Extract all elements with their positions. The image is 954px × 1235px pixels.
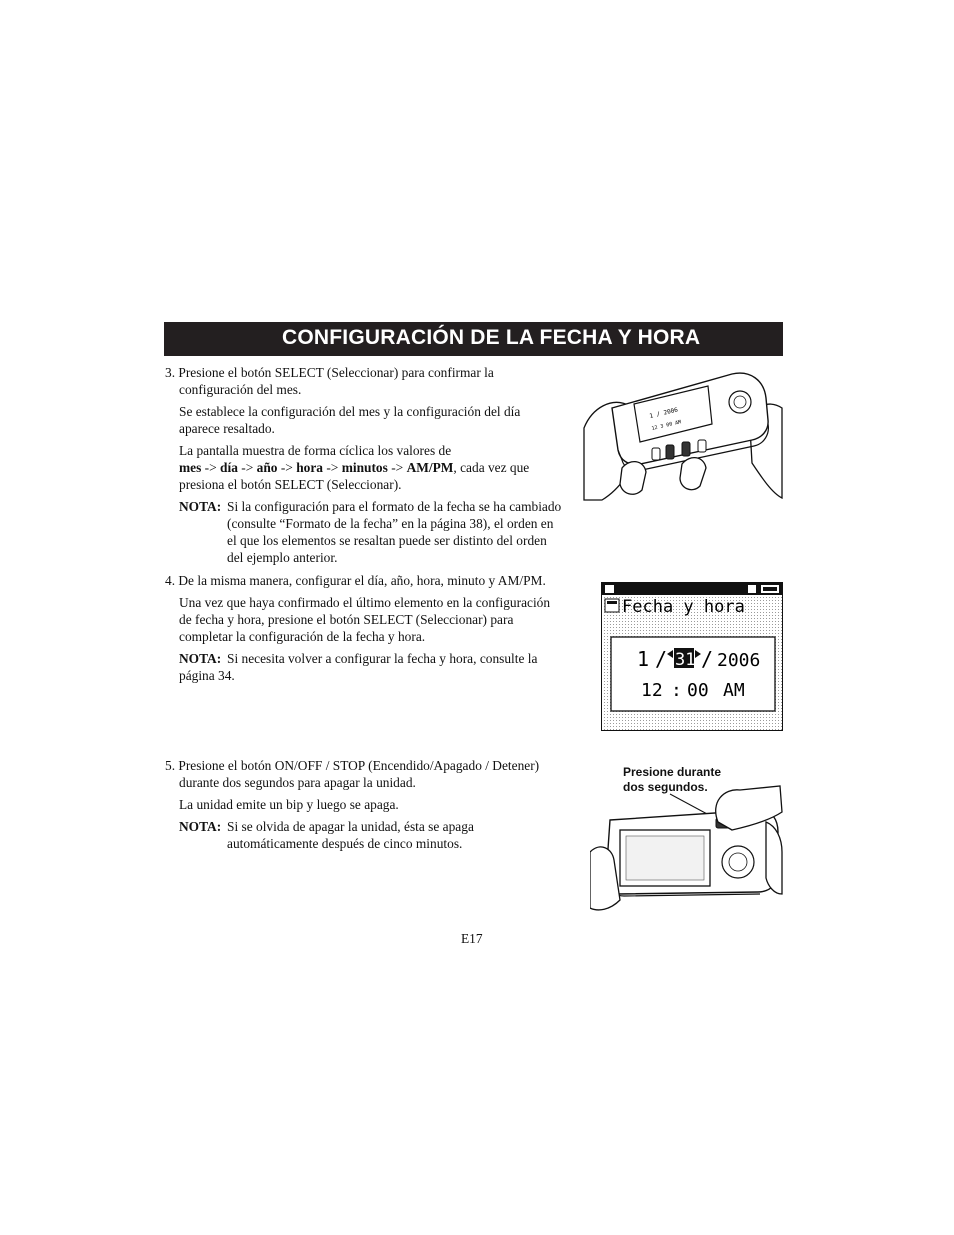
power-off-illustration <box>590 782 784 914</box>
step4-p2-line2: de fecha y hora, presione el botón SELECT (Seleccionar) para <box>179 612 514 627</box>
date-separator: / <box>655 647 668 671</box>
step4-p2-line3: completar la configuración de la fecha y hora. <box>179 629 426 644</box>
step3-p2-line2: aparece resaltado. <box>179 421 275 436</box>
step5-note-label: NOTA: <box>179 819 222 834</box>
calendar-clock-icon <box>605 599 619 612</box>
small-screen-time: 12 3 00 AM <box>651 419 682 432</box>
device-button-icon <box>652 448 660 460</box>
section-header-banner <box>164 322 783 356</box>
seq-arrow: -> <box>201 460 221 475</box>
seq-arrow: -> <box>322 460 342 475</box>
screen-hour: 12 <box>641 680 663 701</box>
page-number: E17 <box>461 931 483 946</box>
seq-hora: hora <box>296 460 323 475</box>
step5-p2: La unidad emite un bip y luego se apaga. <box>179 797 399 812</box>
step3-note-line4: del ejemplo anterior. <box>227 550 338 565</box>
step3-line1: 3. Presione el botón SELECT (Seleccionar) para confirmar la <box>165 365 494 380</box>
device-button-icon <box>698 440 706 452</box>
step5-note-line1: Si se olvida de apagar la unidad, ésta se apaga <box>227 819 474 834</box>
seq-arrow: -> <box>387 460 407 475</box>
step4-note-label: NOTA: <box>179 651 222 666</box>
step4-note-line2: página 34. <box>179 668 235 683</box>
seq-dia: día <box>220 460 238 475</box>
device-button-icon <box>682 442 690 456</box>
device-screen <box>626 836 704 880</box>
seq-anio: año <box>256 460 278 475</box>
step5-line2: durante dos segundos para apagar la unidad. <box>179 775 416 790</box>
seq-arrow: -> <box>237 460 257 475</box>
step3-p3-line3: presiona el botón SELECT (Seleccionar). <box>179 477 402 492</box>
time-separator: : <box>671 680 682 701</box>
step3-note-line2: (consulte “Formato de la fecha” en la página 38), el orden en <box>227 516 554 531</box>
screen-ampm: AM <box>723 680 745 701</box>
step4-p2-line1: Una vez que haya confirmado el último elemento en la configuración <box>179 595 551 610</box>
screen-month: 1 <box>637 647 650 671</box>
small-screen-date: 1 / 2006 <box>648 406 679 420</box>
seq-tail: , cada vez que <box>453 460 530 475</box>
caption-line2: dos segundos. <box>623 780 708 794</box>
section-title: CONFIGURACIÓN DE LA FECHA Y HORA <box>282 326 701 349</box>
seq-arrow: -> <box>277 460 297 475</box>
step5-line1: 5. Presione el botón ON/OFF / STOP (Encendido/Apagado / Detener) <box>165 758 540 773</box>
step5-note-line2: automáticamente después de cinco minutos. <box>227 836 463 851</box>
step3-p3-line1: La pantalla muestra de forma cíclica los valores de <box>179 443 452 458</box>
caption-line1: Presione durante <box>623 765 722 779</box>
screen-minute: 00 <box>687 680 709 701</box>
device-in-hands-illustration <box>582 368 784 502</box>
step3-note-line1: Si la configuración para el formato de la fecha se ha cambiado <box>227 499 562 514</box>
lcd-date-screen <box>601 582 783 731</box>
step4-line1: 4. De la misma manera, configurar el día, año, hora, minuto y AM/PM. <box>165 573 546 588</box>
menu-list-icon <box>605 585 614 593</box>
select-button-icon <box>722 846 754 878</box>
seq-minutos: minutos <box>341 460 388 475</box>
seq-ampm: AM/PM <box>406 460 454 475</box>
step3-note-label: NOTA: <box>179 499 222 514</box>
step3-line2: configuración del mes. <box>179 382 302 397</box>
step3-p2-line1: Se establece la configuración del mes y la configuración del día <box>179 404 521 419</box>
step3-sequence-line <box>179 459 529 476</box>
screen-title: Fecha y hora <box>622 597 745 617</box>
seq-mes: mes <box>179 460 202 475</box>
screen-year: 2006 <box>717 650 761 671</box>
date-separator: / <box>701 647 714 671</box>
step3-note-line3: el que los elementos se resaltan puede ser distinto del orden <box>227 533 547 548</box>
step4-note-line1: Si necesita volver a configurar la fecha y hora, consulte la <box>227 651 538 666</box>
screen-day: 31 <box>675 650 696 670</box>
device-button-icon <box>666 445 674 459</box>
select-button-icon <box>729 391 751 413</box>
edit-icon <box>748 585 756 593</box>
